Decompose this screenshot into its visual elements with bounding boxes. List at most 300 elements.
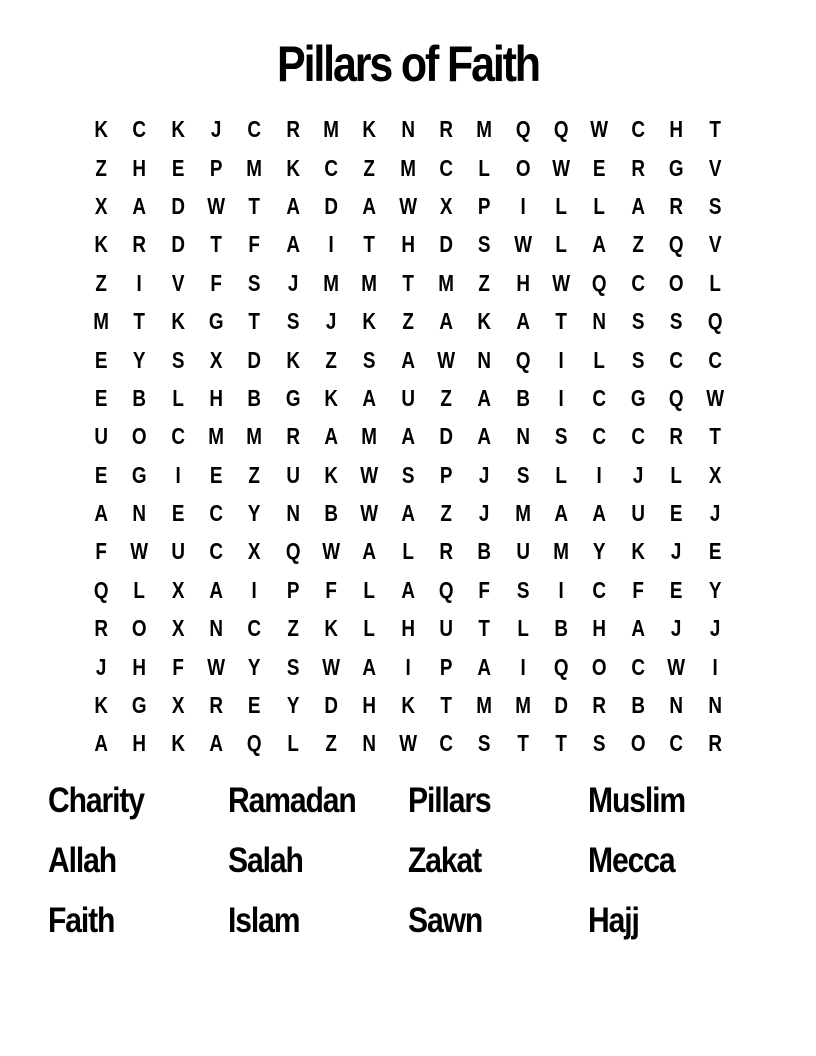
grid-cell[interactable]: C xyxy=(209,500,224,527)
grid-cell[interactable]: S xyxy=(248,269,261,296)
grid-cell[interactable]: L xyxy=(402,538,414,565)
grid-cell[interactable]: X xyxy=(94,192,108,219)
grid-cell[interactable]: Z xyxy=(478,269,491,296)
grid-cell[interactable]: T xyxy=(440,692,453,719)
grid-cell[interactable]: S xyxy=(286,308,300,335)
grid-cell[interactable]: B xyxy=(132,384,147,411)
word-list-item: Mecca xyxy=(588,841,675,880)
grid-cell[interactable]: N xyxy=(477,346,492,373)
grid-cell[interactable]: C xyxy=(439,730,454,757)
grid-cell[interactable]: U xyxy=(94,423,108,450)
grid-row xyxy=(82,264,734,302)
grid-cell[interactable]: A xyxy=(324,423,339,450)
grid-cell[interactable]: N xyxy=(132,500,147,527)
grid-cell[interactable]: M xyxy=(246,423,263,450)
grid-cell[interactable]: C xyxy=(171,423,185,450)
grid-cell[interactable]: Z xyxy=(440,384,453,411)
grid-cell[interactable]: K xyxy=(324,461,339,488)
grid-cell[interactable]: W xyxy=(322,538,341,565)
grid-cell[interactable]: K xyxy=(171,308,185,335)
grid-cell[interactable]: C xyxy=(631,116,645,143)
grid-cell[interactable]: M xyxy=(400,154,416,181)
grid-cell[interactable]: C xyxy=(707,346,722,373)
grid-cell[interactable]: G xyxy=(132,692,147,719)
grid-cell[interactable]: Z xyxy=(632,231,644,258)
grid-cell[interactable]: L xyxy=(172,384,184,411)
grid-cell[interactable]: I xyxy=(558,576,564,603)
grid-cell[interactable]: O xyxy=(515,154,531,181)
grid-cell[interactable]: U xyxy=(171,538,185,565)
grid-cell[interactable]: Q xyxy=(285,538,301,565)
grid-cell[interactable]: C xyxy=(631,653,645,680)
grid-cell[interactable]: H xyxy=(401,231,415,258)
grid-cell[interactable]: Y xyxy=(133,346,146,373)
grid-cell[interactable]: K xyxy=(94,116,108,143)
grid-cell[interactable]: R xyxy=(132,231,147,258)
grid-cell[interactable]: H xyxy=(592,615,607,642)
grid-cell[interactable]: T xyxy=(517,730,529,757)
grid-cell[interactable]: E xyxy=(94,461,108,488)
grid-cell[interactable]: U xyxy=(631,500,645,527)
grid-cell[interactable]: S xyxy=(478,231,491,258)
grid-cell[interactable]: M xyxy=(515,692,531,719)
grid-cell[interactable]: H xyxy=(132,653,147,680)
grid-cell[interactable]: C xyxy=(592,384,607,411)
grid-cell[interactable]: R xyxy=(439,116,454,143)
grid-cell[interactable]: J xyxy=(671,615,682,642)
grid-cell[interactable]: M xyxy=(246,154,263,181)
grid-cell[interactable]: C xyxy=(247,116,262,143)
grid-cell[interactable]: T xyxy=(248,192,261,219)
grid-cell[interactable]: Z xyxy=(95,269,107,296)
grid-cell[interactable]: J xyxy=(709,615,720,642)
grid-cell[interactable]: H xyxy=(516,269,530,296)
grid-cell[interactable]: L xyxy=(555,192,568,219)
grid-cell[interactable]: I xyxy=(405,653,411,680)
grid-cell[interactable]: M xyxy=(93,308,110,335)
grid-cell[interactable]: A xyxy=(401,346,415,373)
grid-cell[interactable]: S xyxy=(670,308,683,335)
grid-cell[interactable]: T xyxy=(133,308,146,335)
grid-cell[interactable]: R xyxy=(286,423,300,450)
grid-cell[interactable]: W xyxy=(667,653,686,680)
grid-cell[interactable]: T xyxy=(478,615,491,642)
grid-cell[interactable]: W xyxy=(130,538,149,565)
grid-cell[interactable]: L xyxy=(555,231,568,258)
grid-cell[interactable]: Z xyxy=(363,154,376,181)
grid-cell[interactable]: B xyxy=(324,500,339,527)
grid-cell[interactable]: J xyxy=(632,461,644,488)
grid-cell[interactable]: C xyxy=(439,154,454,181)
grid-cell[interactable]: H xyxy=(362,692,377,719)
grid-cell[interactable]: H xyxy=(132,730,147,757)
grid-cell[interactable]: U xyxy=(286,461,300,488)
grid-cell[interactable]: P xyxy=(439,653,453,680)
grid-cell[interactable]: M xyxy=(476,692,493,719)
grid-cell[interactable]: A xyxy=(286,231,300,258)
grid-cell[interactable]: F xyxy=(248,231,261,258)
grid-cell[interactable]: E xyxy=(708,538,721,565)
grid-cell[interactable]: N xyxy=(209,615,224,642)
grid-cell[interactable]: K xyxy=(477,308,492,335)
grid-cell[interactable]: L xyxy=(517,615,529,642)
grid-cell[interactable]: A xyxy=(94,730,108,757)
grid-cell[interactable]: J xyxy=(479,461,490,488)
grid-cell[interactable]: N xyxy=(362,730,377,757)
grid-cell[interactable]: S xyxy=(708,192,721,219)
grid-cell[interactable]: K xyxy=(324,384,339,411)
grid-cell[interactable]: A xyxy=(362,384,377,411)
grid-cell[interactable]: L xyxy=(593,346,606,373)
grid-cell[interactable]: F xyxy=(210,269,222,296)
grid-cell[interactable]: B xyxy=(477,538,492,565)
grid-cell[interactable]: G xyxy=(668,154,684,181)
grid-cell[interactable]: E xyxy=(171,500,185,527)
grid-cell[interactable]: L xyxy=(708,269,721,296)
grid-cell[interactable]: D xyxy=(439,231,454,258)
grid-cell[interactable]: K xyxy=(171,730,185,757)
grid-cell[interactable]: F xyxy=(632,576,644,603)
grid-cell[interactable]: S xyxy=(516,576,530,603)
grid-cell[interactable]: E xyxy=(94,384,108,411)
grid-cell[interactable]: X xyxy=(209,346,223,373)
puzzle-title: Pillars of Faith xyxy=(277,36,539,92)
grid-cell[interactable]: W xyxy=(322,653,341,680)
grid-cell[interactable]: E xyxy=(94,346,108,373)
grid-cell[interactable]: D xyxy=(439,423,454,450)
grid-cell[interactable]: W xyxy=(399,192,417,219)
grid-cell[interactable]: H xyxy=(669,116,684,143)
grid-cell[interactable]: X xyxy=(248,538,261,565)
grid-cell[interactable]: M xyxy=(361,423,378,450)
grid-cell[interactable]: L xyxy=(478,154,491,181)
grid-cell[interactable]: Q xyxy=(707,308,723,335)
grid-cell[interactable]: V xyxy=(171,269,185,296)
grid-cell[interactable]: I xyxy=(597,461,603,488)
grid-cell[interactable]: J xyxy=(95,653,107,680)
grid-cell[interactable]: D xyxy=(324,192,339,219)
grid-cell[interactable]: Q xyxy=(438,576,454,603)
grid-cell[interactable]: W xyxy=(207,653,226,680)
grid-cell[interactable]: U xyxy=(439,615,454,642)
grid-cell[interactable]: C xyxy=(592,576,607,603)
grid-cell[interactable]: T xyxy=(555,730,568,757)
grid-cell[interactable]: I xyxy=(558,384,564,411)
grid-cell[interactable]: L xyxy=(593,192,606,219)
grid-cell[interactable]: C xyxy=(247,615,262,642)
grid-cell[interactable]: Z xyxy=(440,500,453,527)
grid-cell[interactable]: S xyxy=(555,423,568,450)
grid-cell[interactable]: G xyxy=(285,384,301,411)
grid-cell[interactable]: A xyxy=(592,500,607,527)
grid-cell[interactable]: K xyxy=(286,154,300,181)
grid-cell[interactable]: W xyxy=(437,346,456,373)
grid-cell[interactable]: J xyxy=(325,308,337,335)
grid-cell[interactable]: N xyxy=(401,116,415,143)
grid-cell[interactable]: G xyxy=(208,308,224,335)
grid-cell[interactable]: L xyxy=(555,461,568,488)
grid-cell[interactable]: Z xyxy=(95,154,107,181)
grid-cell[interactable]: K xyxy=(171,116,185,143)
grid-cell[interactable]: C xyxy=(209,538,224,565)
grid-cell[interactable]: Y xyxy=(286,692,300,719)
grid-cell[interactable]: P xyxy=(478,192,491,219)
grid-cell[interactable]: S xyxy=(363,346,376,373)
grid-row xyxy=(82,686,734,724)
grid-cell[interactable]: Q xyxy=(553,116,569,143)
grid-cell[interactable]: T xyxy=(210,231,222,258)
grid-cell[interactable]: T xyxy=(708,116,721,143)
grid-cell[interactable]: P xyxy=(286,576,300,603)
grid-cell[interactable]: Q xyxy=(515,116,531,143)
grid-cell[interactable]: K xyxy=(94,231,108,258)
grid-cell[interactable]: M xyxy=(438,269,455,296)
grid-cell[interactable]: K xyxy=(324,615,339,642)
grid-cell[interactable]: H xyxy=(132,154,147,181)
grid-cell[interactable]: C xyxy=(669,730,684,757)
grid-cell[interactable]: C xyxy=(132,116,147,143)
grid-cell[interactable]: I xyxy=(328,231,334,258)
grid-cell[interactable]: X xyxy=(171,615,185,642)
grid-cell[interactable]: G xyxy=(630,384,646,411)
grid-cell[interactable]: T xyxy=(363,231,376,258)
letter-grid xyxy=(82,110,734,763)
grid-cell[interactable]: K xyxy=(401,692,415,719)
grid-cell[interactable]: S xyxy=(631,346,645,373)
grid-cell[interactable]: K xyxy=(94,692,108,719)
grid-cell[interactable]: G xyxy=(132,461,147,488)
grid-cell[interactable]: E xyxy=(171,154,185,181)
grid-cell[interactable]: Y xyxy=(708,576,721,603)
grid-cell[interactable]: W xyxy=(552,154,571,181)
grid-cell[interactable]: Z xyxy=(325,730,337,757)
grid-cell[interactable]: A xyxy=(209,576,224,603)
grid-cell[interactable]: A xyxy=(401,576,415,603)
grid-cell[interactable]: A xyxy=(401,423,415,450)
grid-cell[interactable]: A xyxy=(554,500,569,527)
grid-row xyxy=(82,225,734,263)
grid-cell[interactable]: I xyxy=(520,192,526,219)
grid-cell[interactable]: Y xyxy=(248,653,261,680)
grid-cell[interactable]: L xyxy=(287,730,299,757)
grid-cell[interactable]: U xyxy=(516,538,530,565)
grid-cell[interactable]: A xyxy=(362,192,377,219)
grid-cell[interactable]: X xyxy=(708,461,721,488)
grid-cell[interactable]: I xyxy=(251,576,258,603)
grid-cell[interactable]: Q xyxy=(247,730,262,757)
grid-cell[interactable]: A xyxy=(286,192,300,219)
word-list xyxy=(48,776,768,956)
grid-cell[interactable]: R xyxy=(94,615,108,642)
grid-cell[interactable]: D xyxy=(171,192,185,219)
grid-cell[interactable]: Z xyxy=(248,461,261,488)
grid-cell[interactable]: L xyxy=(363,615,376,642)
grid-cell[interactable]: H xyxy=(209,384,224,411)
grid-cell[interactable]: F xyxy=(172,653,184,680)
grid-cell[interactable]: A xyxy=(362,653,377,680)
grid-cell[interactable]: T xyxy=(248,308,261,335)
grid-cell[interactable]: A xyxy=(401,500,415,527)
grid-cell[interactable]: W xyxy=(552,269,571,296)
grid-cell[interactable]: A xyxy=(132,192,147,219)
grid-cell[interactable]: N xyxy=(592,308,607,335)
grid-cell[interactable]: M xyxy=(323,116,340,143)
grid-cell[interactable]: O xyxy=(668,269,684,296)
grid-cell[interactable]: E xyxy=(209,461,223,488)
grid-cell[interactable]: T xyxy=(402,269,414,296)
grid-cell[interactable]: C xyxy=(592,423,607,450)
grid-cell[interactable]: R xyxy=(631,154,645,181)
grid-cell[interactable]: W xyxy=(360,461,379,488)
grid-cell[interactable]: S xyxy=(516,461,530,488)
grid-cell[interactable]: Y xyxy=(248,500,261,527)
grid-cell[interactable]: X xyxy=(171,692,185,719)
grid-cell[interactable]: D xyxy=(324,692,339,719)
grid-cell[interactable]: A xyxy=(477,384,492,411)
grid-cell[interactable]: X xyxy=(439,192,453,219)
grid-cell[interactable]: J xyxy=(479,500,490,527)
grid-cell[interactable]: P xyxy=(439,461,453,488)
grid-cell[interactable]: M xyxy=(553,538,570,565)
grid-cell[interactable]: S xyxy=(593,730,606,757)
grid-cell[interactable]: B xyxy=(631,692,645,719)
grid-cell[interactable]: F xyxy=(325,576,337,603)
grid-cell[interactable]: Q xyxy=(553,653,569,680)
grid-cell[interactable]: Q xyxy=(515,346,531,373)
grid-cell[interactable]: J xyxy=(287,269,299,296)
grid-cell[interactable]: F xyxy=(478,576,491,603)
grid-cell[interactable]: A xyxy=(516,308,530,335)
grid-cell[interactable]: P xyxy=(209,154,223,181)
grid-cell[interactable]: J xyxy=(671,538,682,565)
grid-cell[interactable]: C xyxy=(324,154,339,181)
grid-cell[interactable]: C xyxy=(631,269,645,296)
grid-cell[interactable]: U xyxy=(401,384,415,411)
grid-cell[interactable]: L xyxy=(670,461,683,488)
grid-cell[interactable]: Z xyxy=(325,346,337,373)
grid-cell[interactable]: N xyxy=(707,692,722,719)
grid-cell[interactable]: D xyxy=(554,692,569,719)
grid-cell[interactable]: W xyxy=(514,231,532,258)
grid-cell[interactable]: H xyxy=(401,615,415,642)
grid-cell[interactable]: R xyxy=(669,423,684,450)
grid-cell[interactable]: K xyxy=(362,308,377,335)
grid-cell[interactable]: V xyxy=(708,154,721,181)
grid-cell[interactable]: K xyxy=(631,538,645,565)
grid-cell[interactable]: O xyxy=(592,653,607,680)
grid-cell[interactable]: S xyxy=(478,730,491,757)
grid-cell[interactable]: Q xyxy=(668,231,684,258)
grid-cell[interactable]: Z xyxy=(402,308,414,335)
grid-cell[interactable]: R xyxy=(707,730,722,757)
grid-cell[interactable]: Q xyxy=(93,576,109,603)
grid-cell[interactable]: A xyxy=(592,231,607,258)
grid-cell[interactable]: B xyxy=(554,615,569,642)
grid-cell[interactable]: I xyxy=(520,653,526,680)
grid-cell[interactable]: M xyxy=(361,269,378,296)
grid-cell[interactable]: O xyxy=(630,730,646,757)
grid-cell[interactable]: R xyxy=(439,538,454,565)
grid-cell[interactable]: A xyxy=(94,500,108,527)
word-list-item: Muslim xyxy=(588,781,685,820)
grid-cell[interactable]: S xyxy=(171,346,185,373)
grid-cell[interactable]: S xyxy=(286,653,300,680)
grid-cell[interactable]: S xyxy=(401,461,415,488)
grid-cell[interactable]: A xyxy=(631,192,645,219)
grid-cell[interactable]: S xyxy=(631,308,645,335)
grid-cell[interactable]: R xyxy=(209,692,224,719)
grid-cell[interactable]: L xyxy=(133,576,146,603)
grid-cell[interactable]: E xyxy=(670,576,683,603)
grid-cell[interactable]: O xyxy=(132,615,147,642)
grid-cell[interactable]: N xyxy=(516,423,530,450)
grid-cell[interactable]: T xyxy=(555,308,568,335)
grid-cell[interactable]: V xyxy=(708,231,721,258)
grid-cell[interactable]: E xyxy=(593,154,606,181)
grid-cell[interactable]: N xyxy=(286,500,300,527)
grid-cell[interactable]: B xyxy=(247,384,262,411)
grid-cell[interactable]: W xyxy=(590,116,609,143)
grid-cell[interactable]: F xyxy=(95,538,107,565)
grid-cell[interactable]: I xyxy=(175,461,181,488)
grid-cell[interactable]: W xyxy=(399,730,417,757)
grid-cell[interactable]: A xyxy=(209,730,224,757)
grid-cell[interactable]: K xyxy=(362,116,377,143)
grid-cell[interactable]: M xyxy=(323,269,340,296)
grid-cell[interactable]: J xyxy=(210,116,222,143)
grid-cell[interactable]: C xyxy=(631,423,645,450)
grid-cell[interactable]: E xyxy=(248,692,261,719)
grid-row xyxy=(82,110,734,148)
grid-cell[interactable]: A xyxy=(631,615,645,642)
grid-cell[interactable]: M xyxy=(208,423,225,450)
grid-cell[interactable]: W xyxy=(207,192,226,219)
grid-cell[interactable]: Q xyxy=(668,384,684,411)
grid-cell[interactable]: Q xyxy=(592,269,607,296)
grid-cell[interactable]: W xyxy=(360,500,379,527)
grid-cell[interactable]: I xyxy=(136,269,143,296)
grid-cell[interactable]: N xyxy=(669,692,684,719)
grid-cell[interactable]: I xyxy=(712,653,718,680)
grid-cell[interactable]: C xyxy=(669,346,684,373)
grid-cell[interactable]: D xyxy=(171,231,185,258)
grid-cell[interactable]: J xyxy=(709,500,720,527)
grid-cell[interactable]: M xyxy=(476,116,493,143)
grid-cell[interactable]: D xyxy=(247,346,262,373)
grid-cell[interactable]: K xyxy=(286,346,300,373)
grid-cell[interactable]: Y xyxy=(593,538,606,565)
grid-cell[interactable]: R xyxy=(286,116,300,143)
grid-cell[interactable]: L xyxy=(363,576,376,603)
grid-cell[interactable]: M xyxy=(515,500,531,527)
grid-cell[interactable]: A xyxy=(477,423,492,450)
grid-cell[interactable]: E xyxy=(670,500,683,527)
grid-cell[interactable]: Z xyxy=(287,615,299,642)
grid-cell[interactable]: B xyxy=(516,384,530,411)
grid-cell[interactable]: T xyxy=(708,423,721,450)
grid-cell[interactable]: R xyxy=(669,192,684,219)
grid-cell[interactable]: I xyxy=(558,346,564,373)
grid-cell[interactable]: A xyxy=(362,538,377,565)
grid-cell[interactable]: O xyxy=(132,423,147,450)
grid-cell[interactable]: R xyxy=(592,692,607,719)
grid-cell[interactable]: A xyxy=(439,308,454,335)
grid-cell[interactable]: A xyxy=(477,653,492,680)
grid-cell[interactable]: W xyxy=(705,384,724,411)
grid-row xyxy=(82,647,734,685)
grid-cell[interactable]: X xyxy=(171,576,185,603)
grid-row xyxy=(82,532,734,570)
